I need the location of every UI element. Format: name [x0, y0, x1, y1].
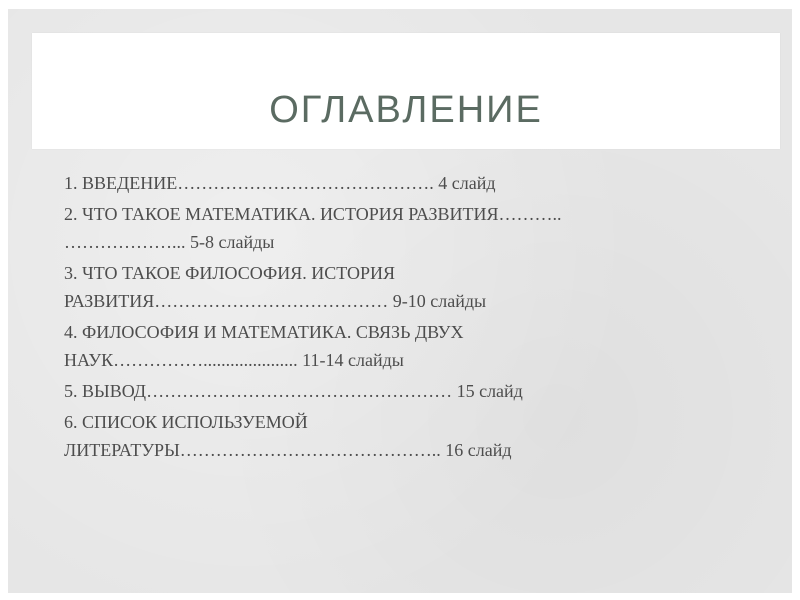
- toc-line: 5. ВЫВОД…………………………………………… 15 слайд: [64, 381, 523, 401]
- title-panel: [32, 33, 780, 149]
- toc-line: 3. ЧТО ТАКОЕ ФИЛОСОФИЯ. ИСТОРИЯ: [64, 263, 395, 283]
- slide-frame: [8, 9, 792, 593]
- toc-line: 1. ВВЕДЕНИЕ……………………………………. 4 слайд: [64, 173, 496, 193]
- toc-line: 6. СПИСОК ИСПОЛЬЗУЕМОЙ: [64, 412, 308, 432]
- toc-item-5: [64, 377, 764, 405]
- table-of-contents: [64, 169, 764, 467]
- toc-item-2: [64, 200, 764, 256]
- toc-line: ………………... 5-8 слайды: [64, 232, 275, 252]
- toc-line: 4. ФИЛОСОФИЯ И МАТЕМАТИКА. СВЯЗЬ ДВУХ: [64, 322, 464, 342]
- toc-line: РАЗВИТИЯ………………………………… 9-10 слайды: [64, 291, 487, 311]
- slide-title: ОГЛАВЛЕНИЕ: [269, 89, 543, 131]
- toc-item-1: [64, 169, 764, 197]
- toc-item-3: [64, 259, 764, 315]
- toc-line: ЛИТЕРАТУРЫ…………………………………….. 16 слайд: [64, 440, 512, 460]
- toc-line: 2. ЧТО ТАКОЕ МАТЕМАТИКА. ИСТОРИЯ РАЗВИТИЯ………..: [64, 204, 562, 224]
- toc-item-4: [64, 318, 764, 374]
- toc-line: НАУК……………..................... 11-14 слайды: [64, 350, 404, 370]
- toc-item-6: [64, 408, 764, 464]
